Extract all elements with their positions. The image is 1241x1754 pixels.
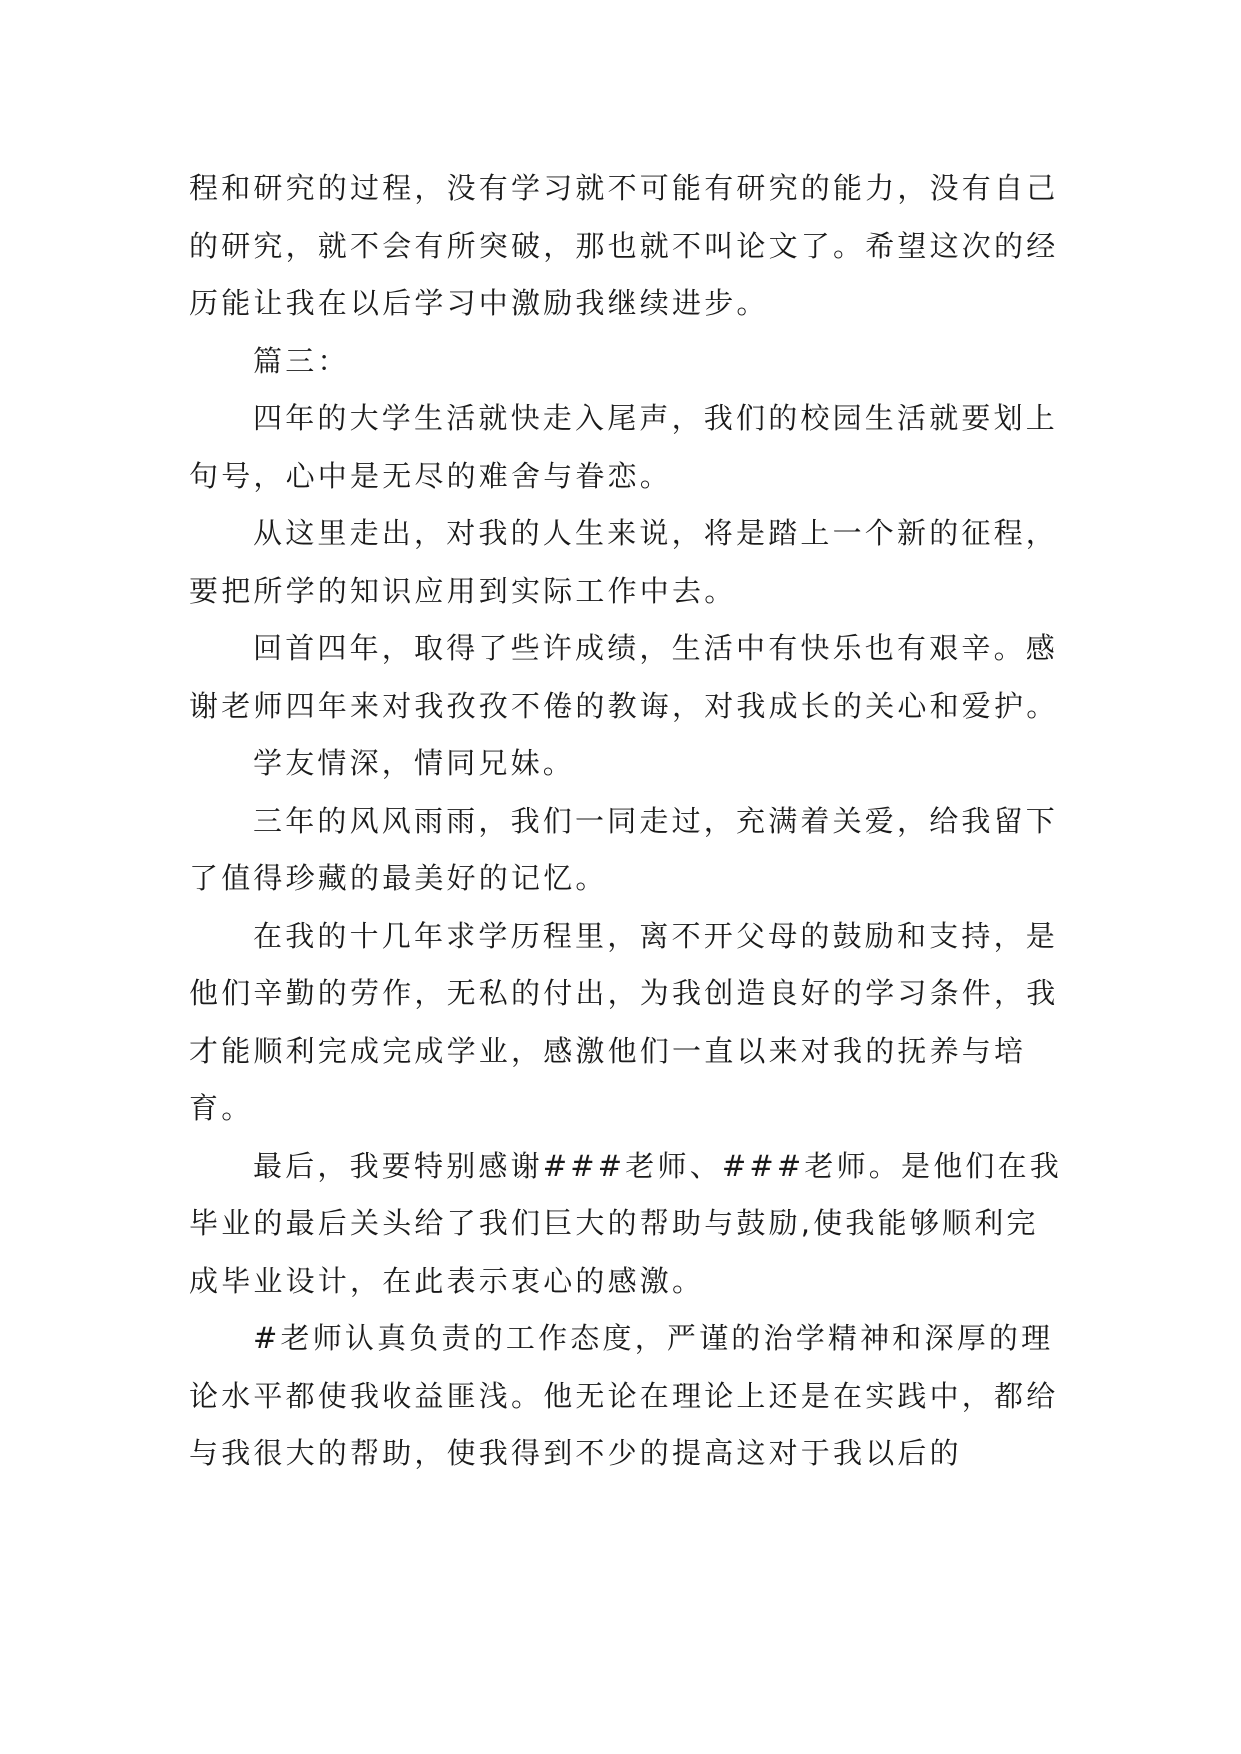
paragraph-4: 从这里走出，对我的人生来说，将是踏上一个新的征程，要把所学的知识应用到实际工作中去。 <box>189 516 1059 608</box>
paragraph-9: 最后，我要特别感谢###老师、###老师。是他们在我毕业的最后关头给了我们巨大的帮助与鼓励,使我能够顺利完成毕业设计，在此表示衷心的感激。 <box>189 1148 1062 1298</box>
document-body <box>189 160 1069 1483</box>
paragraph-8: 在我的十几年求学历程里，离不开父母的鼓励和支持，是他们辛勤的劳作，无私的付出，为我创造良好的学习条件，我才能顺利完成完成学业，感激他们一直以来对我的抚养与培育。 <box>189 918 1059 1125</box>
paragraph-2: 篇三： <box>253 343 350 378</box>
paragraph-7: 三年的风风雨雨，我们一同走过，充满着关爱，给我留下了值得珍藏的最美好的记忆。 <box>189 803 1059 895</box>
paragraph-10: #老师认真负责的工作态度，严谨的治学精神和深厚的理论水平都使我收益匪浅。他无论在理论上还是在实践中，都给与我很大的帮助，使我得到不少的提高这对于我以后的 <box>189 1321 1059 1470</box>
paragraph-5: 回首四年，取得了些许成绩，生活中有快乐也有艰辛。感谢老师四年来对我孜孜不倦的教诲，对我成长的关心和爱护。 <box>189 631 1059 723</box>
paragraph-6: 学友情深，情同兄妹。 <box>253 746 576 780</box>
paragraph-3: 四年的大学生活就快走入尾声，我们的校园生活就要划上句号，心中是无尽的难舍与眷恋。 <box>189 401 1059 493</box>
paragraph-1: 程和研究的过程，没有学习就不可能有研究的能力，没有自己的研究，就不会有所突破，那也就不叫论文了。希望这次的经历能让我在以后学习中激励我继续进步。 <box>189 171 1059 320</box>
